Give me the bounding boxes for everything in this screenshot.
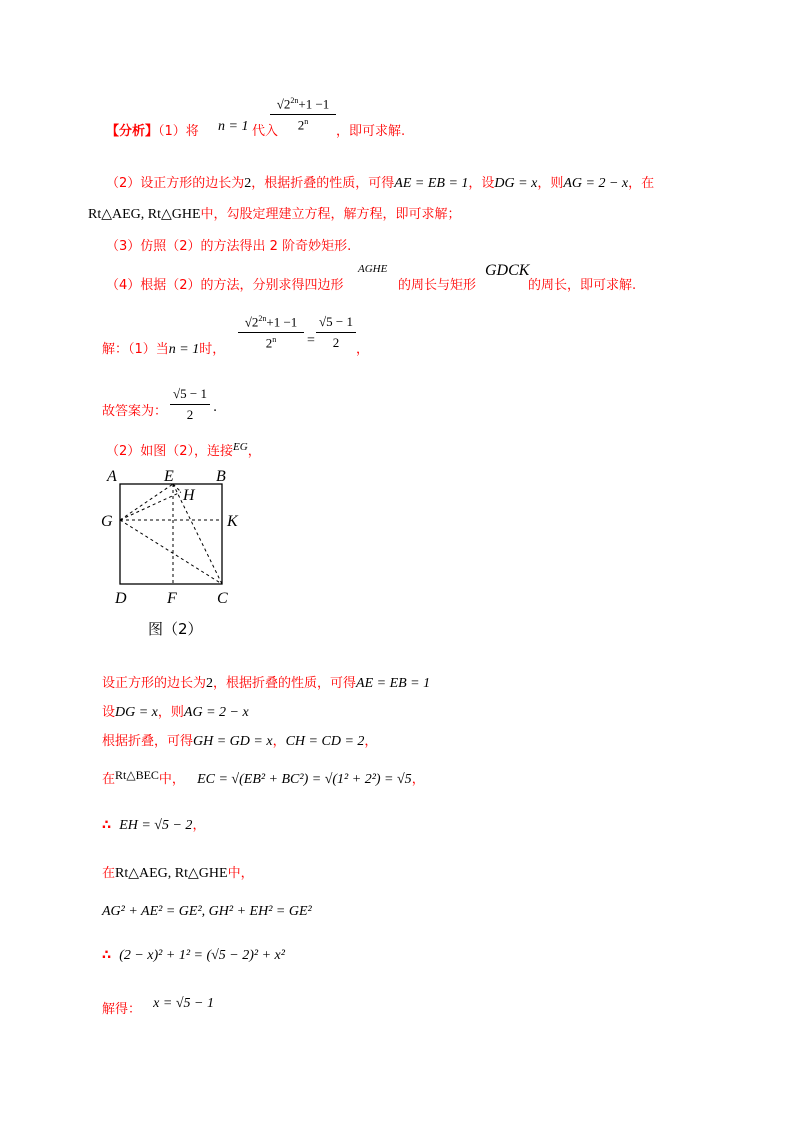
figure-2: [95, 462, 245, 612]
segment-GC: [120, 520, 222, 584]
label-B: B: [216, 468, 226, 485]
label-H: H: [183, 487, 195, 504]
sol-line-5: ∴ EH = √5 − 2，: [102, 818, 206, 833]
solution-2-intro: （2）如图（2），连接$^{EG}$，: [106, 441, 261, 459]
sol-line-9: 解得： x = √5 − 1: [102, 996, 214, 1017]
analysis-line-4: （4）根据（2）的方法，分别求得四边形: [106, 278, 344, 293]
label-D: D: [115, 590, 127, 607]
sol-line-2: 设DG = x，则AG = 2 − x: [102, 705, 249, 720]
solution-fraction-1: $√2^{2n}+1 -1$ 2$^n$: [238, 314, 304, 352]
solution-line-1: 解：（1）当n = 1时，: [102, 342, 226, 357]
label-G: G: [101, 513, 113, 530]
answer-fraction: √5 − 1 2: [170, 386, 210, 423]
square-ABCD: [120, 484, 222, 584]
segment-GH: [120, 492, 181, 520]
analysis-line-1: 【分析】（1）将: [106, 124, 199, 139]
sol-line-1: 设正方形的边长为2，根据折叠的性质，可得AE = EB = 1: [102, 676, 431, 691]
label-K: K: [227, 513, 238, 530]
rect-gdck: GDCK: [485, 262, 530, 279]
sol-line-7: AG² + AE² = GE², GH² + EH² = GE²: [102, 904, 312, 919]
quad-aghe: AGHE: [358, 263, 388, 275]
answer-line: 故答案为：: [102, 404, 168, 419]
segment-EH: [173, 484, 181, 492]
analysis-line-3: （3）仿照（2）的方法得出 2 阶奇妙矩形.: [106, 239, 352, 254]
solution-fraction-2: √5 − 1 2: [316, 314, 356, 351]
segment-GE: [120, 484, 173, 520]
label-F: F: [167, 590, 177, 607]
analysis-label: 【分析】: [106, 124, 159, 139]
sol-line-4: 在Rt△BEC中， EC = √(EB² + BC²) = √(1² + 2²) = √5，: [102, 768, 425, 787]
analysis-fraction: $√2^{2n}+1 -1$ 2$^n$: [270, 96, 336, 134]
label-C: C: [217, 590, 228, 607]
label-E: E: [164, 468, 174, 485]
sol-line-8: ∴ (2 − x)² + 1² = (√5 − 2)² + x²: [102, 948, 285, 963]
sol-line-3: 根据折叠，可得GH = GD = x，CH = CD = 2，: [102, 734, 378, 749]
label-A: A: [107, 468, 117, 485]
analysis-line-2b: Rt△AEG, Rt△GHE中，勾股定理建立方程，解方程，即可求解；: [88, 207, 461, 222]
n-eq-1: n = 1: [218, 119, 249, 134]
figure-caption: 图（2）: [148, 620, 203, 638]
analysis-line-2: （2）设正方形的边长为2，根据折叠的性质，可得AE = EB = 1，设DG = x，则AG = 2 − x，在: [106, 176, 655, 191]
sol-line-6: 在Rt△AEG, Rt△GHE中，: [102, 866, 254, 881]
